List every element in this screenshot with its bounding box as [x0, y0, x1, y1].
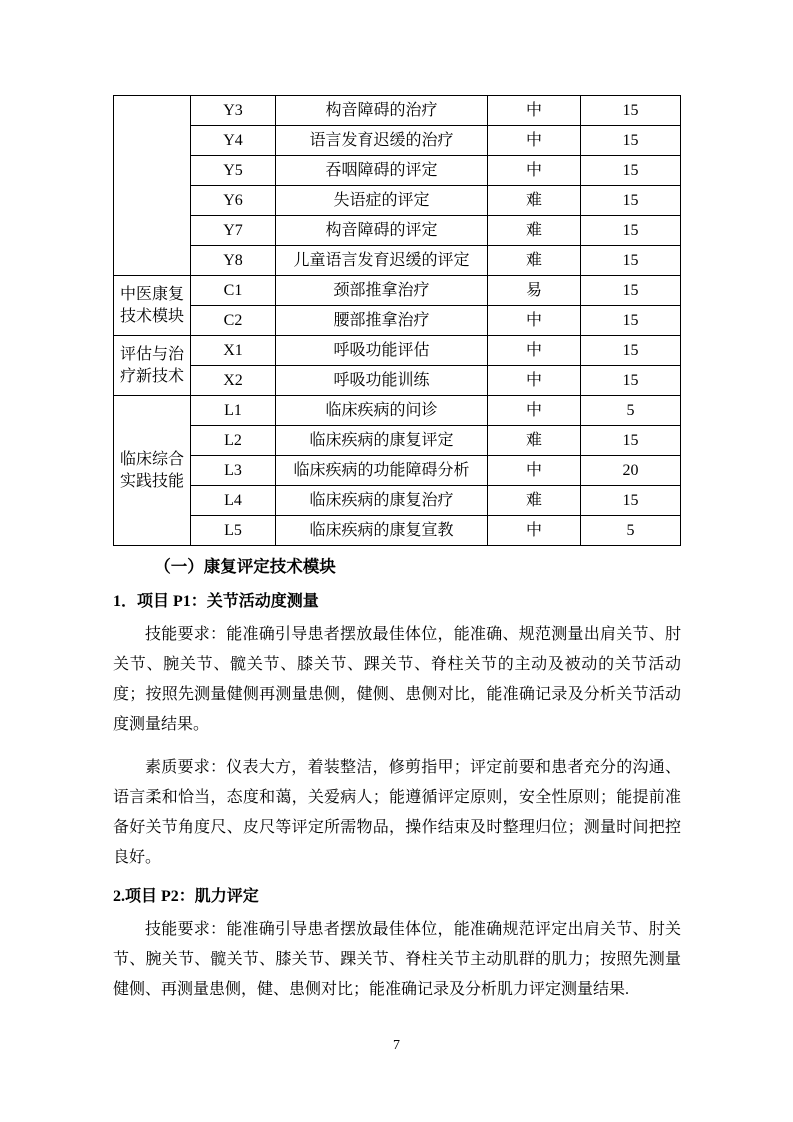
difficulty-cell: 难 — [488, 426, 581, 456]
table-row — [114, 486, 681, 516]
difficulty-cell: 难 — [488, 486, 581, 516]
section-heading: （一）康复评定技术模块 — [154, 557, 336, 576]
difficulty-cell: 中 — [488, 336, 581, 366]
item-name-cell: 临床疾病的康复宣教 — [276, 516, 488, 546]
table-row — [114, 306, 681, 336]
item-name-cell: 呼吸功能评估 — [276, 336, 488, 366]
page-number: 7 — [393, 1038, 400, 1053]
score-cell: 20 — [581, 456, 681, 486]
code-cell: L1 — [191, 396, 276, 426]
code-cell: C2 — [191, 306, 276, 336]
difficulty-cell: 中 — [488, 126, 581, 156]
item2-skill-requirements-paragraph: 技能要求：能准确引导患者摆放最佳体位，能准确规范评定出肩关节、肘关节、腕关节、髋关节、膝关节、踝关节、脊柱关节主动肌群的肌力；按照先测量健侧、再测量患侧，健、患侧对比；能准确记录及分析肌力评定测量结果. — [113, 921, 681, 998]
score-cell: 5 — [581, 396, 681, 426]
course-table-body — [114, 96, 681, 546]
difficulty-cell: 中 — [488, 456, 581, 486]
item1-skill-requirements-paragraph: 技能要求：能准确引导患者摆放最佳体位，能准确、规范测量出肩关节、肘关节、腕关节、髋关节、膝关节、踝关节、脊柱关节的主动及被动的关节活动度；按照先测量健侧再测量患侧，健侧、患侧对比，能准确记录及分析关节活动度测量结果。 — [113, 626, 681, 733]
category-cell: 评估与治疗新技术 — [114, 336, 191, 396]
course-table — [113, 95, 681, 546]
item-name-cell: 构音障碍的治疗 — [276, 96, 488, 126]
table-row — [114, 366, 681, 396]
item1-quality-requirements-paragraph: 素质要求：仪表大方，着装整洁，修剪指甲；评定前要和患者充分的沟通、语言柔和恰当，态度和蔼，关爱病人；能遵循评定原则，安全性原则；能提前准备好关节角度尺、皮尺等评定所需物品，操作结束及时整理归位；测量时间把控良好。 — [113, 759, 681, 866]
table-row — [114, 426, 681, 456]
item-name-cell: 腰部推拿治疗 — [276, 306, 488, 336]
difficulty-cell: 中 — [488, 306, 581, 336]
score-cell: 15 — [581, 216, 681, 246]
difficulty-cell: 难 — [488, 216, 581, 246]
difficulty-cell: 中 — [488, 96, 581, 126]
score-cell: 15 — [581, 366, 681, 396]
score-cell: 15 — [581, 156, 681, 186]
code-cell: Y3 — [191, 96, 276, 126]
score-cell: 15 — [581, 306, 681, 336]
code-cell: C1 — [191, 276, 276, 306]
table-row — [114, 516, 681, 546]
item1-heading: 1．项目 P1：关节活动度测量 — [113, 593, 319, 610]
code-cell: Y7 — [191, 216, 276, 246]
code-cell: L5 — [191, 516, 276, 546]
table-row — [114, 96, 681, 126]
table-row — [114, 276, 681, 306]
table-row — [114, 456, 681, 486]
score-cell: 15 — [581, 276, 681, 306]
item-name-cell: 语言发育迟缓的治疗 — [276, 126, 488, 156]
category-cell: 临床综合实践技能 — [114, 396, 191, 546]
difficulty-cell: 难 — [488, 246, 581, 276]
code-cell: X2 — [191, 366, 276, 396]
difficulty-cell: 难 — [488, 186, 581, 216]
item2-heading: 2.项目 P2：肌力评定 — [113, 888, 259, 905]
score-cell: 15 — [581, 336, 681, 366]
code-cell: Y5 — [191, 156, 276, 186]
table-row — [114, 246, 681, 276]
item-name-cell: 吞咽障碍的评定 — [276, 156, 488, 186]
score-cell: 15 — [581, 126, 681, 156]
code-cell: X1 — [191, 336, 276, 366]
item-name-cell: 临床疾病的康复评定 — [276, 426, 488, 456]
score-cell: 15 — [581, 96, 681, 126]
difficulty-cell: 易 — [488, 276, 581, 306]
item-name-cell: 儿童语言发育迟缓的评定 — [276, 246, 488, 276]
item-name-cell: 临床疾病的功能障碍分析 — [276, 456, 488, 486]
table-row — [114, 186, 681, 216]
score-cell: 5 — [581, 516, 681, 546]
category-cell — [114, 96, 191, 276]
category-cell: 中医康复技术模块 — [114, 276, 191, 336]
item-name-cell: 颈部推拿治疗 — [276, 276, 488, 306]
difficulty-cell: 中 — [488, 516, 581, 546]
code-cell: Y6 — [191, 186, 276, 216]
code-cell: Y4 — [191, 126, 276, 156]
score-cell: 15 — [581, 186, 681, 216]
code-cell: L4 — [191, 486, 276, 516]
item-name-cell: 临床疾病的康复治疗 — [276, 486, 488, 516]
item-name-cell: 呼吸功能训练 — [276, 366, 488, 396]
difficulty-cell: 中 — [488, 366, 581, 396]
table-row — [114, 336, 681, 366]
difficulty-cell: 中 — [488, 396, 581, 426]
score-cell: 15 — [581, 486, 681, 516]
code-cell: Y8 — [191, 246, 276, 276]
item-name-cell: 失语症的评定 — [276, 186, 488, 216]
table-row — [114, 156, 681, 186]
difficulty-cell: 中 — [488, 156, 581, 186]
code-cell: L2 — [191, 426, 276, 456]
item-name-cell: 临床疾病的问诊 — [276, 396, 488, 426]
score-cell: 15 — [581, 246, 681, 276]
table-row — [114, 396, 681, 426]
code-cell: L3 — [191, 456, 276, 486]
table-row — [114, 126, 681, 156]
score-cell: 15 — [581, 426, 681, 456]
item-name-cell: 构音障碍的评定 — [276, 216, 488, 246]
table-row — [114, 216, 681, 246]
